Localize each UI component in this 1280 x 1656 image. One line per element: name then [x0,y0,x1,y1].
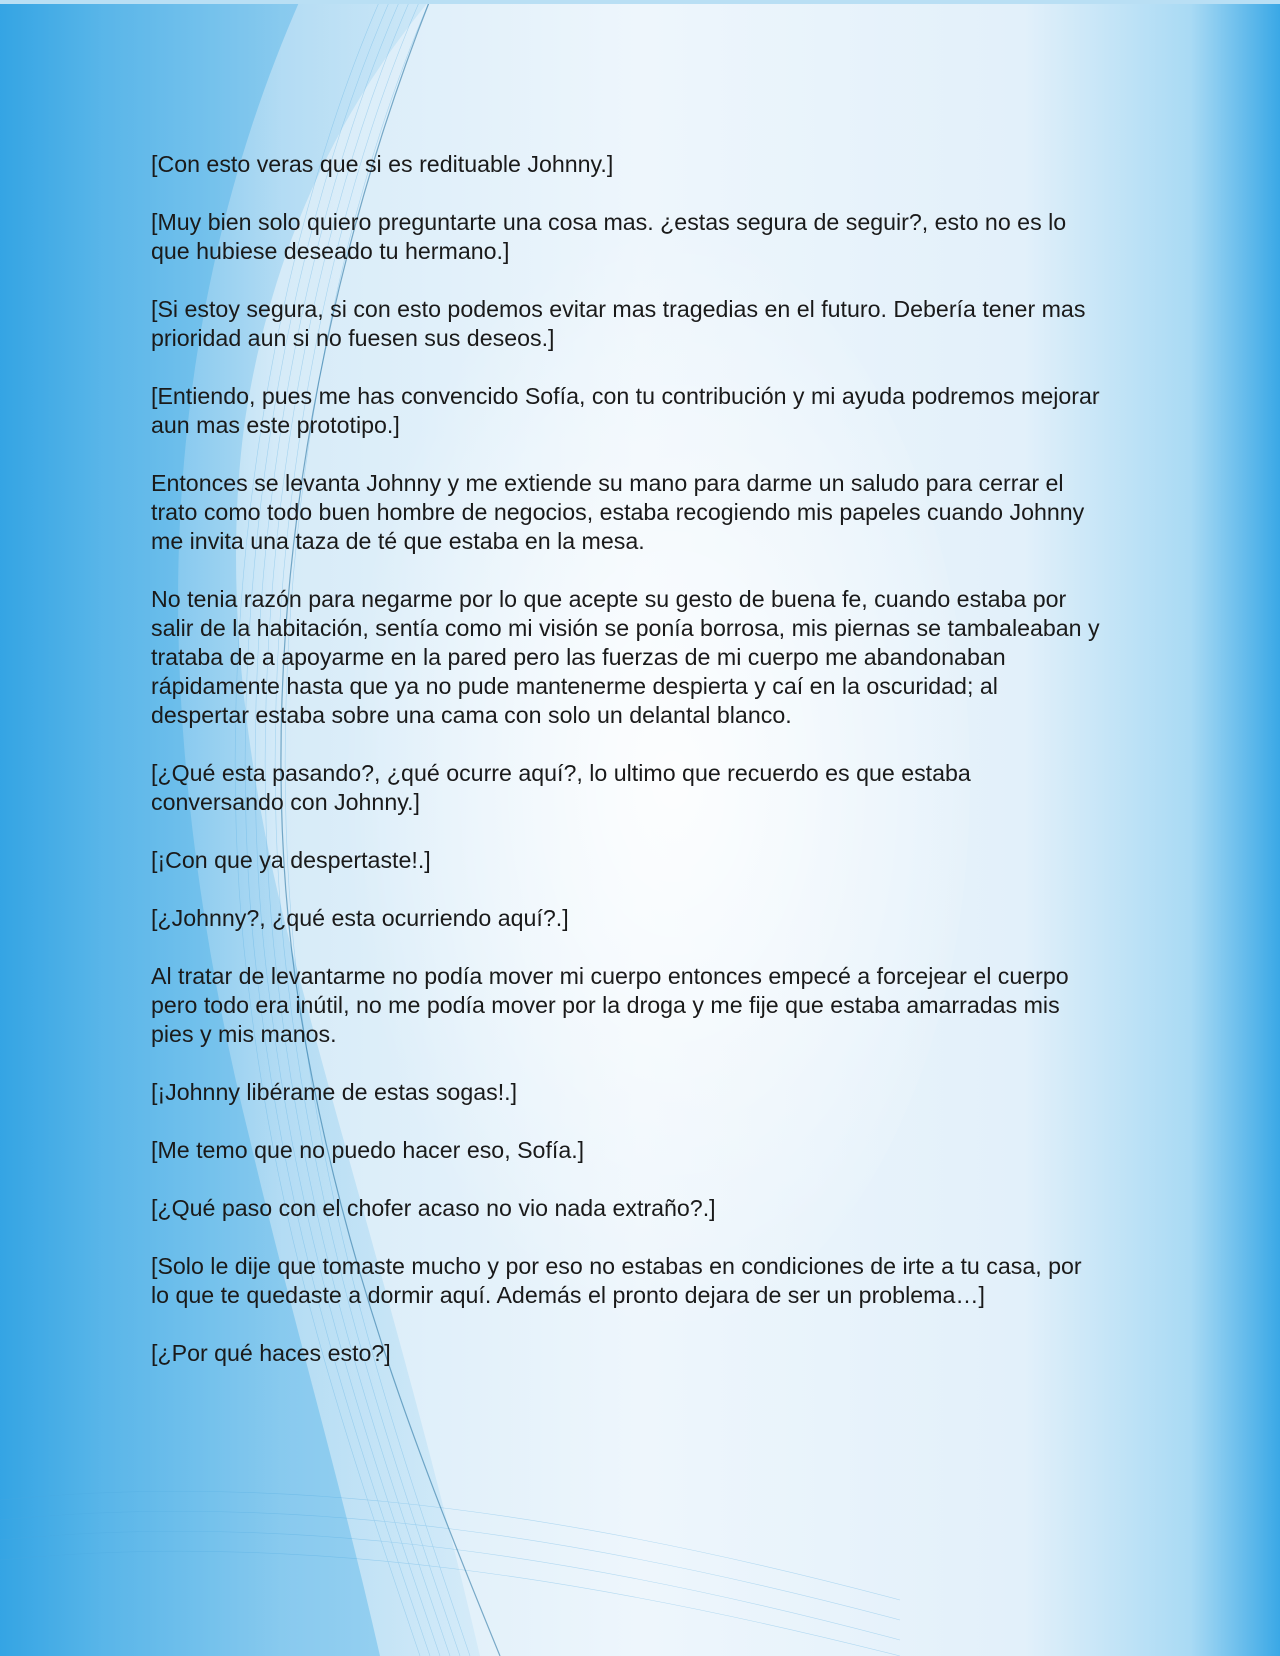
paragraph: [¿Qué esta pasando?, ¿qué ocurre aquí?, lo ultimo que recuerdo es que estaba conversando con Johnny.] [151,760,971,815]
paragraph: [¿Por qué haces esto?] [151,1340,391,1366]
paragraph: [¡Johnny libérame de estas sogas!.] [151,1079,518,1105]
paragraph: [Me temo que no puedo hacer eso, Sofía.] [151,1137,585,1163]
paragraph: [¿Johnny?, ¿qué esta ocurriendo aquí?.] [151,905,569,931]
paragraph: [Con esto veras que si es redituable Johnny.] [151,151,614,177]
paragraph: Entonces se levanta Johnny y me extiende su mano para darme un saludo para cerrar el trato como todo buen hombre de negocios, estaba recogiendo mis papeles cuando Johnny me invita una taza de té que estaba en la mesa. [151,470,1085,554]
paragraph: No tenia razón para negarme por lo que acepte su gesto de buena fe, cuando estaba por salir de la habitación, sentía como mi visión se ponía borrosa, mis piernas se tambaleaban y trataba de a apoyarme en la pared pero las fuerzas de mi cuerpo me abandonaban rápidamente hasta que ya no pude mantenerme despierta y caí en la oscuridad; al despertar estaba sobre una cama con solo un delantal blanco. [151,586,1100,728]
paragraph: [Solo le dije que tomaste mucho y por eso no estabas en condiciones de irte a tu casa, por lo que te quedaste a dormir aquí. Además el pronto dejara de ser un problema…] [151,1253,1082,1308]
paragraph: [¿Qué paso con el chofer acaso no vio nada extraño?.] [151,1195,716,1221]
paragraph: Al tratar de levantarme no podía mover mi cuerpo entonces empecé a forcejear el cuerpo pero todo era inútil, no me podía mover por la droga y me fije que estaba amarradas mis pies y mis manos. [151,963,1069,1047]
document-body [151,150,1101,1397]
paragraph: [Muy bien solo quiero preguntarte una cosa mas. ¿estas segura de seguir?, esto no es lo que hubiese deseado tu hermano.] [151,209,1067,264]
paragraph: [¡Con que ya despertaste!.] [151,847,431,873]
paragraph: [Entiendo, pues me has convencido Sofía, con tu contribución y mi ayuda podremos mejorar aun mas este prototipo.] [151,383,1100,438]
paragraph: [Si estoy segura, si con esto podemos evitar mas tragedias en el futuro. Debería tener mas prioridad aun si no fuesen sus deseos.] [151,296,1086,351]
